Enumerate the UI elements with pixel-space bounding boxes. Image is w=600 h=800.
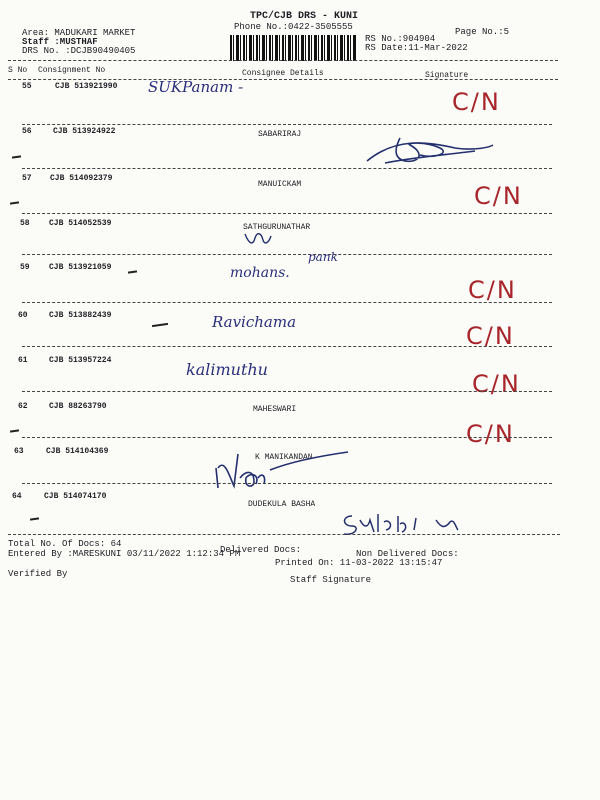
consignee-name: MANUICKAM — [258, 180, 302, 189]
row-consignment-no: CJB 514104369 — [46, 447, 109, 456]
signature-scribble — [365, 133, 495, 168]
col-sno: S No — [8, 66, 28, 75]
rs-number: RS No.:904904 — [365, 34, 436, 44]
row-mark — [10, 429, 19, 432]
phone-number: Phone No.:0422-3505555 — [234, 22, 353, 32]
delivered-docs: Delivered Docs: — [220, 545, 302, 555]
signature-scribble — [243, 230, 273, 250]
document-title: TPC/CJB DRS - KUNI — [250, 11, 359, 22]
recipient-handwriting: SUKPanam - — [148, 78, 244, 96]
row-consignment-no: CJB 513957224 — [49, 356, 112, 365]
row-sno: 61 — [18, 356, 28, 365]
row-consignment-no: CJB 88263790 — [49, 402, 107, 411]
row-mark — [10, 201, 19, 204]
row-sno: 62 — [18, 402, 28, 411]
row-consignment-no: CJB 513921059 — [49, 263, 112, 272]
row-mark — [30, 517, 39, 520]
row-divider — [22, 483, 552, 484]
consignee-name: MAHESWARI — [253, 405, 297, 414]
row-divider — [22, 168, 552, 169]
row-sno: 63 — [14, 447, 24, 456]
row-consignment-no: CJB 514052539 — [49, 219, 112, 228]
row-mark — [128, 270, 137, 273]
col-consignee: Consignee Details — [242, 69, 324, 78]
row-sno: 57 — [22, 174, 32, 183]
cn-remark: C/N — [474, 182, 523, 210]
row-sno: 60 — [18, 311, 28, 320]
row-sno: 59 — [20, 263, 30, 272]
row-divider — [22, 254, 552, 255]
row-consignment-no: CJB 514092379 — [50, 174, 113, 183]
row-mark — [12, 155, 21, 158]
consignee-name: DUDEKULA BASHA — [248, 500, 316, 509]
header-divider-2 — [8, 79, 558, 80]
non-delivered-docs: Non Delivered Docs: — [356, 549, 459, 559]
handwritten-note: pank — [308, 250, 338, 264]
row-divider — [22, 302, 552, 303]
recipient-handwriting: Ravichama — [212, 313, 297, 331]
area-label: Area: MADUKARI MARKET — [22, 28, 136, 38]
staff-label: Staff :MUSTHAF — [22, 37, 98, 47]
cn-remark: C/N — [466, 420, 515, 448]
recipient-handwriting: kalimuthu — [186, 360, 268, 379]
row-divider — [22, 437, 552, 438]
barcode-image — [230, 35, 356, 61]
col-consignment: Consignment No — [38, 66, 106, 75]
cn-remark: C/N — [472, 370, 521, 398]
drs-number: DRS No. :DCJB90490405 — [22, 46, 136, 56]
page-number: Page No.:5 — [455, 27, 510, 37]
row-consignment-no: CJB 513921990 — [55, 82, 118, 91]
recipient-handwriting: mohans. — [230, 265, 290, 281]
row-divider — [22, 213, 552, 214]
entered-by: Entered By :MARESKUNI 03/11/2022 1:12:34 PM — [8, 549, 241, 559]
row-sno: 56 — [22, 127, 32, 136]
total-docs: Total No. Of Docs: 64 — [8, 539, 122, 549]
row-divider — [22, 124, 552, 125]
staff-signature-label: Staff Signature — [290, 575, 372, 585]
cn-remark: C/N — [452, 88, 501, 116]
printed-on: Printed On: 11-03-2022 13:15:47 — [275, 558, 443, 568]
row-consignment-no: CJB 513882439 — [49, 311, 112, 320]
row-sno: 58 — [20, 219, 30, 228]
row-divider — [22, 391, 552, 392]
signature-scribble — [210, 448, 350, 493]
consignee-name: SABARIRAJ — [258, 130, 302, 139]
row-consignment-no: CJB 514074170 — [44, 492, 107, 501]
row-sno: 55 — [22, 82, 32, 91]
consignee-name: K MANIKANDAN — [255, 453, 313, 462]
rs-date: RS Date:11-Mar-2022 — [365, 43, 468, 53]
col-signature: Signature — [425, 71, 469, 80]
consignee-name: SATHGURUNATHAR — [243, 223, 311, 232]
row-divider — [22, 346, 552, 347]
header-divider — [8, 60, 558, 61]
table-end-divider — [8, 534, 560, 535]
row-consignment-no: CJB 513924922 — [53, 127, 116, 136]
cn-remark: C/N — [466, 322, 515, 350]
verified-by: Verified By — [8, 569, 68, 579]
row-sno: 64 — [12, 492, 22, 501]
row-mark — [152, 323, 168, 327]
cn-remark: C/N — [468, 276, 517, 304]
